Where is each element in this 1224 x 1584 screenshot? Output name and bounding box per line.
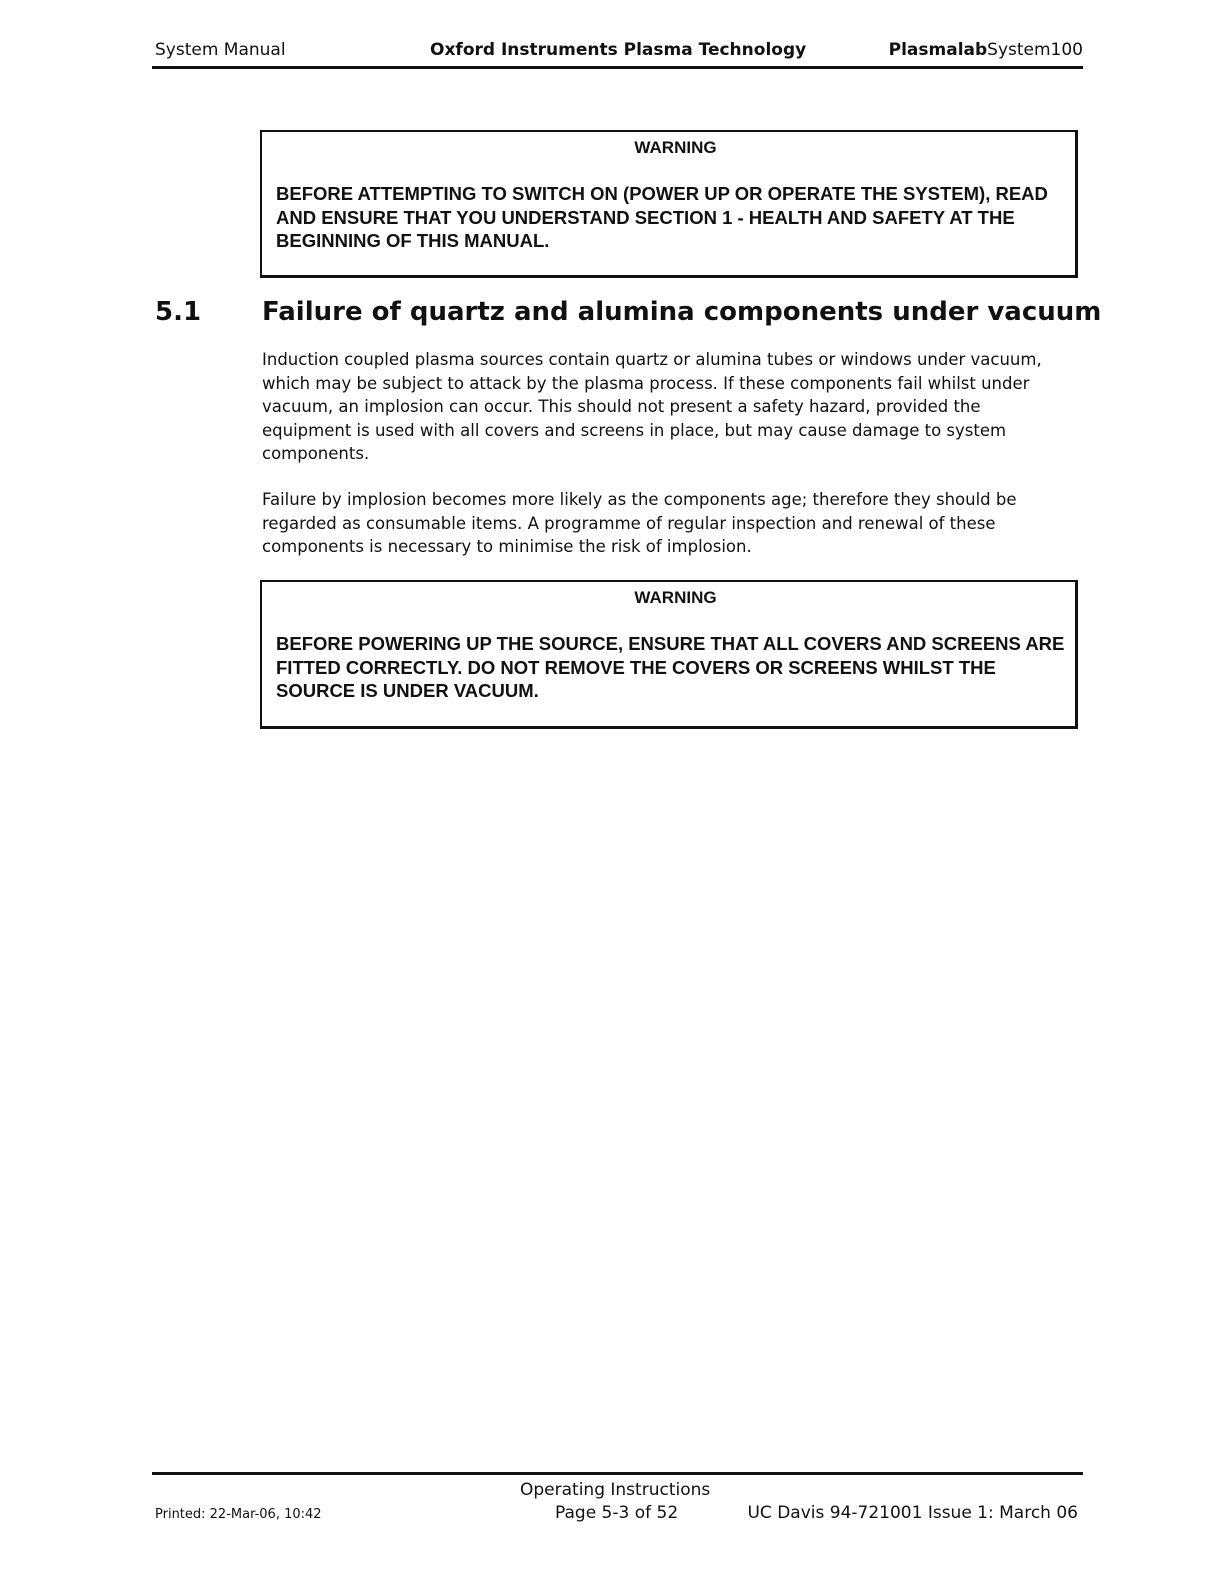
paragraph: Induction coupled plasma sources contain quartz or alumina tubes or windows under vacuum, which may be subject to attack by the plasma process. If these components fail whilst under vacuum, an implosion can occur. This should not present a safety hazard, provided the equipment is used with all covers and screens in place, but may cause damage to system components. xyxy=(262,350,1042,463)
warning-box-1 xyxy=(260,130,1078,278)
warning-body: BEFORE POWERING UP THE SOURCE, ENSURE THAT ALL COVERS AND SCREENS ARE FITTED CORRECTLY. DO NOT REMOVE THE COVERS OR SCREENS WHILST THE SOURCE IS UNDER VACUUM. xyxy=(276,633,1065,701)
warning-title: WARNING xyxy=(634,588,717,607)
footer-section: Operating Instructions xyxy=(520,1480,711,1500)
warning-title: WARNING xyxy=(634,138,717,157)
header-right-bold: Plasmalab xyxy=(888,40,988,60)
warning-box-2 xyxy=(260,580,1078,729)
header-right-regular: System100 xyxy=(987,40,1083,60)
footer-doc: UC Davis 94-721001 Issue 1: March 06 xyxy=(747,1503,1078,1523)
header-rule xyxy=(152,66,1083,69)
header-left: System Manual xyxy=(155,40,286,60)
section-title: Failure of quartz and alumina components under vacuum xyxy=(262,297,1102,327)
footer-printed: Printed: 22-Mar-06, 10:42 xyxy=(155,1507,322,1522)
header-center: Oxford Instruments Plasma Technology xyxy=(430,40,807,60)
section-number: 5.1 xyxy=(155,297,202,327)
footer-page: Page 5-3 of 52 xyxy=(555,1503,679,1523)
footer-rule xyxy=(152,1472,1083,1475)
warning-body: BEFORE ATTEMPTING TO SWITCH ON (POWER UP OR OPERATE THE SYSTEM), READ AND ENSURE THAT YOU UNDERSTAND SECTION 1 - HEALTH AND SAFETY AT THE BEGINNING OF THIS MANUAL. xyxy=(276,183,1048,251)
header-right xyxy=(889,40,1083,60)
paragraph: Failure by implosion becomes more likely as the components age; therefore they should be regarded as consumable items. A programme of regular inspection and renewal of these components is necessary to minimise the risk of implosion. xyxy=(262,490,1017,556)
